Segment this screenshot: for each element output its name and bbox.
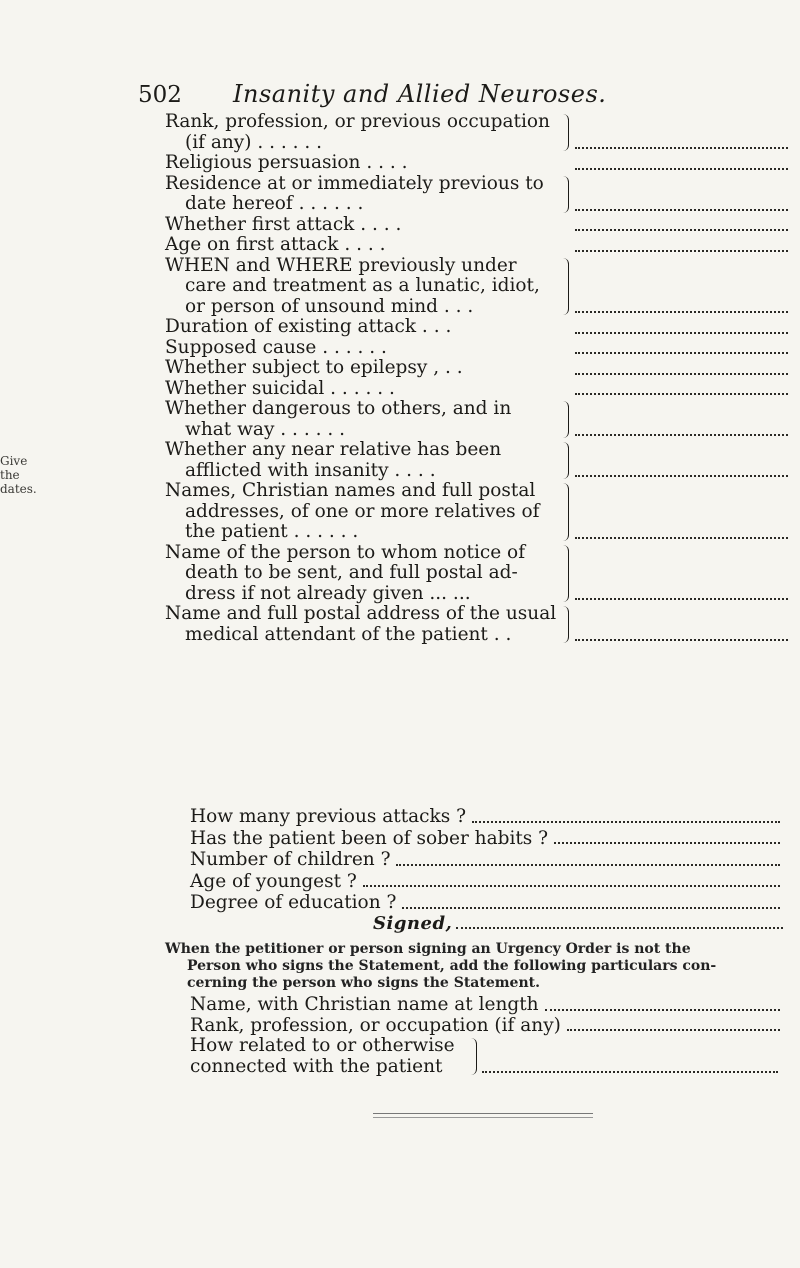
answer-blank[interactable] — [575, 537, 788, 539]
form-row-label-line: Supposed cause . . . . . . — [165, 336, 387, 358]
form-row[interactable] — [165, 399, 790, 440]
form-row-label — [165, 379, 560, 400]
form-row[interactable] — [165, 215, 790, 236]
signed-label: Signed, — [373, 913, 453, 934]
question-row[interactable] — [190, 892, 780, 914]
signer-relation-row[interactable] — [190, 1036, 780, 1077]
form-row-label-line: Whether any near relative has been — [165, 439, 502, 460]
form-row-label — [165, 215, 560, 236]
answer-blank[interactable] — [554, 828, 780, 845]
answer-blank[interactable] — [575, 229, 788, 231]
answer-blank[interactable] — [575, 311, 788, 313]
form-row-label-line: Whether subject to epilepsy , . . — [165, 357, 463, 378]
relation-line-2: connected with the patient — [190, 1055, 443, 1077]
note-line-3: cerning the person who signs the Statement. — [187, 975, 540, 991]
form-row[interactable] — [165, 338, 790, 359]
form-row-label-line: (if any) . . . . . . — [185, 131, 323, 153]
brace — [470, 1038, 477, 1075]
question-row[interactable] — [190, 806, 780, 828]
brace — [562, 606, 569, 643]
form-row-label-line: medical attendant of the patient . . — [185, 623, 512, 645]
instruction-note — [165, 941, 785, 992]
form-row-label — [165, 174, 560, 215]
answer-blank[interactable] — [575, 147, 788, 149]
question-label: Has the patient been of sober habits ? — [190, 827, 549, 849]
question-row[interactable] — [190, 849, 780, 871]
answer-blank[interactable] — [396, 849, 780, 866]
statement-form — [165, 112, 790, 645]
answer-blank[interactable] — [567, 1016, 780, 1032]
question-label: Number of children ? — [190, 849, 391, 870]
signer-rank-label: Rank, profession, or occupation (if any) — [190, 1014, 561, 1036]
brace — [562, 545, 569, 603]
form-row-label-line: Whether dangerous to others, and in — [165, 398, 512, 419]
answer-blank[interactable] — [575, 373, 788, 375]
form-row-label-line: dress if not already given ... ... — [185, 582, 471, 604]
answer-blank[interactable] — [575, 639, 788, 641]
answer-blank[interactable] — [575, 434, 788, 436]
form-row[interactable] — [165, 481, 790, 543]
form-row-label-line: or person of unsound mind . . . — [185, 295, 474, 317]
answer-blank[interactable] — [363, 871, 780, 888]
brace — [562, 401, 569, 438]
question-row[interactable] — [190, 871, 780, 893]
answer-blank[interactable] — [482, 1071, 778, 1073]
brace — [562, 114, 569, 151]
form-row[interactable] — [165, 317, 790, 338]
form-row-label — [165, 440, 560, 481]
question-label: Degree of education ? — [190, 892, 397, 913]
form-row-label — [165, 481, 560, 543]
form-row-label-line: death to be sent, and full postal ad- — [185, 562, 518, 583]
margin-note: Give the dates. — [0, 454, 37, 496]
form-row[interactable] — [165, 235, 790, 256]
form-row-label — [165, 317, 560, 338]
closing-rule — [373, 1117, 593, 1118]
brace — [562, 176, 569, 213]
answer-blank[interactable] — [402, 892, 780, 909]
form-row-label-line: care and treatment as a lunatic, idiot, — [185, 275, 540, 296]
page-number: 502 — [138, 82, 182, 108]
signature-blank[interactable] — [456, 913, 783, 929]
form-row-label — [165, 235, 560, 256]
form-row-label — [165, 543, 560, 605]
note-line-1: When the petitioner or person signing an Urgency Order is not the — [165, 941, 691, 957]
brace — [562, 483, 569, 541]
form-row[interactable] — [165, 153, 790, 174]
form-row[interactable] — [165, 604, 790, 645]
form-row[interactable] — [165, 440, 790, 481]
answer-blank[interactable] — [575, 209, 788, 211]
form-row-label — [165, 358, 560, 379]
form-row[interactable] — [165, 543, 790, 605]
form-row-label — [165, 153, 560, 174]
answer-blank[interactable] — [575, 352, 788, 354]
brace — [562, 258, 569, 316]
answer-blank[interactable] — [472, 806, 780, 823]
form-row-label-line: Names, Christian names and full postal — [165, 480, 536, 501]
form-row-label — [165, 399, 560, 440]
closing-rule — [373, 1113, 593, 1114]
answer-blank[interactable] — [575, 250, 788, 252]
answer-blank[interactable] — [575, 168, 788, 170]
relation-label — [190, 1036, 470, 1077]
brace — [562, 442, 569, 479]
form-row-label — [165, 256, 560, 318]
form-row-label-line: Name and full postal address of the usual — [165, 603, 557, 624]
form-row-label-line: Rank, profession, or previous occupation — [165, 111, 550, 132]
form-row-label-line: Duration of existing attack . . . — [165, 316, 452, 337]
question-label: How many previous attacks ? — [190, 806, 467, 827]
questions-section — [190, 806, 780, 914]
form-row[interactable] — [165, 112, 790, 153]
form-row-label-line: Religious persuasion . . . . — [165, 152, 408, 173]
form-row-label — [165, 112, 560, 153]
form-row-label-line: addresses, of one or more relatives of — [185, 500, 540, 522]
form-row-label-line: Name of the person to whom notice of — [165, 541, 526, 563]
form-row-label-line: Whether suicidal . . . . . . — [165, 377, 395, 399]
signer-name-label: Name, with Christian name at length — [190, 994, 539, 1015]
answer-blank[interactable] — [575, 598, 788, 600]
form-row-label-line: Whether first attack . . . . — [165, 213, 402, 235]
form-row-label — [165, 604, 560, 645]
answer-blank[interactable] — [545, 995, 780, 1011]
form-row[interactable] — [165, 174, 790, 215]
form-row-label-line: date hereof . . . . . . — [185, 193, 364, 214]
form-row-label-line: Age on first attack . . . . — [165, 234, 386, 255]
running-title: Insanity and Allied Neuroses. — [233, 80, 607, 108]
form-row[interactable] — [165, 256, 790, 318]
answer-blank[interactable] — [575, 393, 788, 395]
answer-blank[interactable] — [575, 475, 788, 477]
note-line-2: Person who signs the Statement, add the following particulars con- — [187, 958, 717, 974]
form-row-label — [165, 338, 560, 359]
form-row-label-line: the patient . . . . . . — [185, 521, 359, 542]
question-label: Age of youngest ? — [190, 870, 357, 892]
signer-rank-row[interactable] — [190, 1016, 780, 1037]
form-row-label-line: Residence at or immediately previous to — [165, 172, 544, 194]
signer-particulars — [190, 995, 780, 1077]
form-row-label-line: WHEN and WHERE previously under — [165, 254, 517, 276]
form-row-label-line: what way . . . . . . — [185, 418, 345, 440]
question-row[interactable] — [190, 828, 780, 850]
form-row-label-line: afflicted with insanity . . . . — [185, 459, 436, 481]
relation-line-1: How related to or otherwise — [190, 1035, 455, 1056]
signer-name-row[interactable] — [190, 995, 780, 1016]
signature-line[interactable] — [373, 913, 783, 934]
answer-blank[interactable] — [575, 332, 788, 334]
form-row[interactable] — [165, 358, 790, 379]
form-row[interactable] — [165, 379, 790, 400]
